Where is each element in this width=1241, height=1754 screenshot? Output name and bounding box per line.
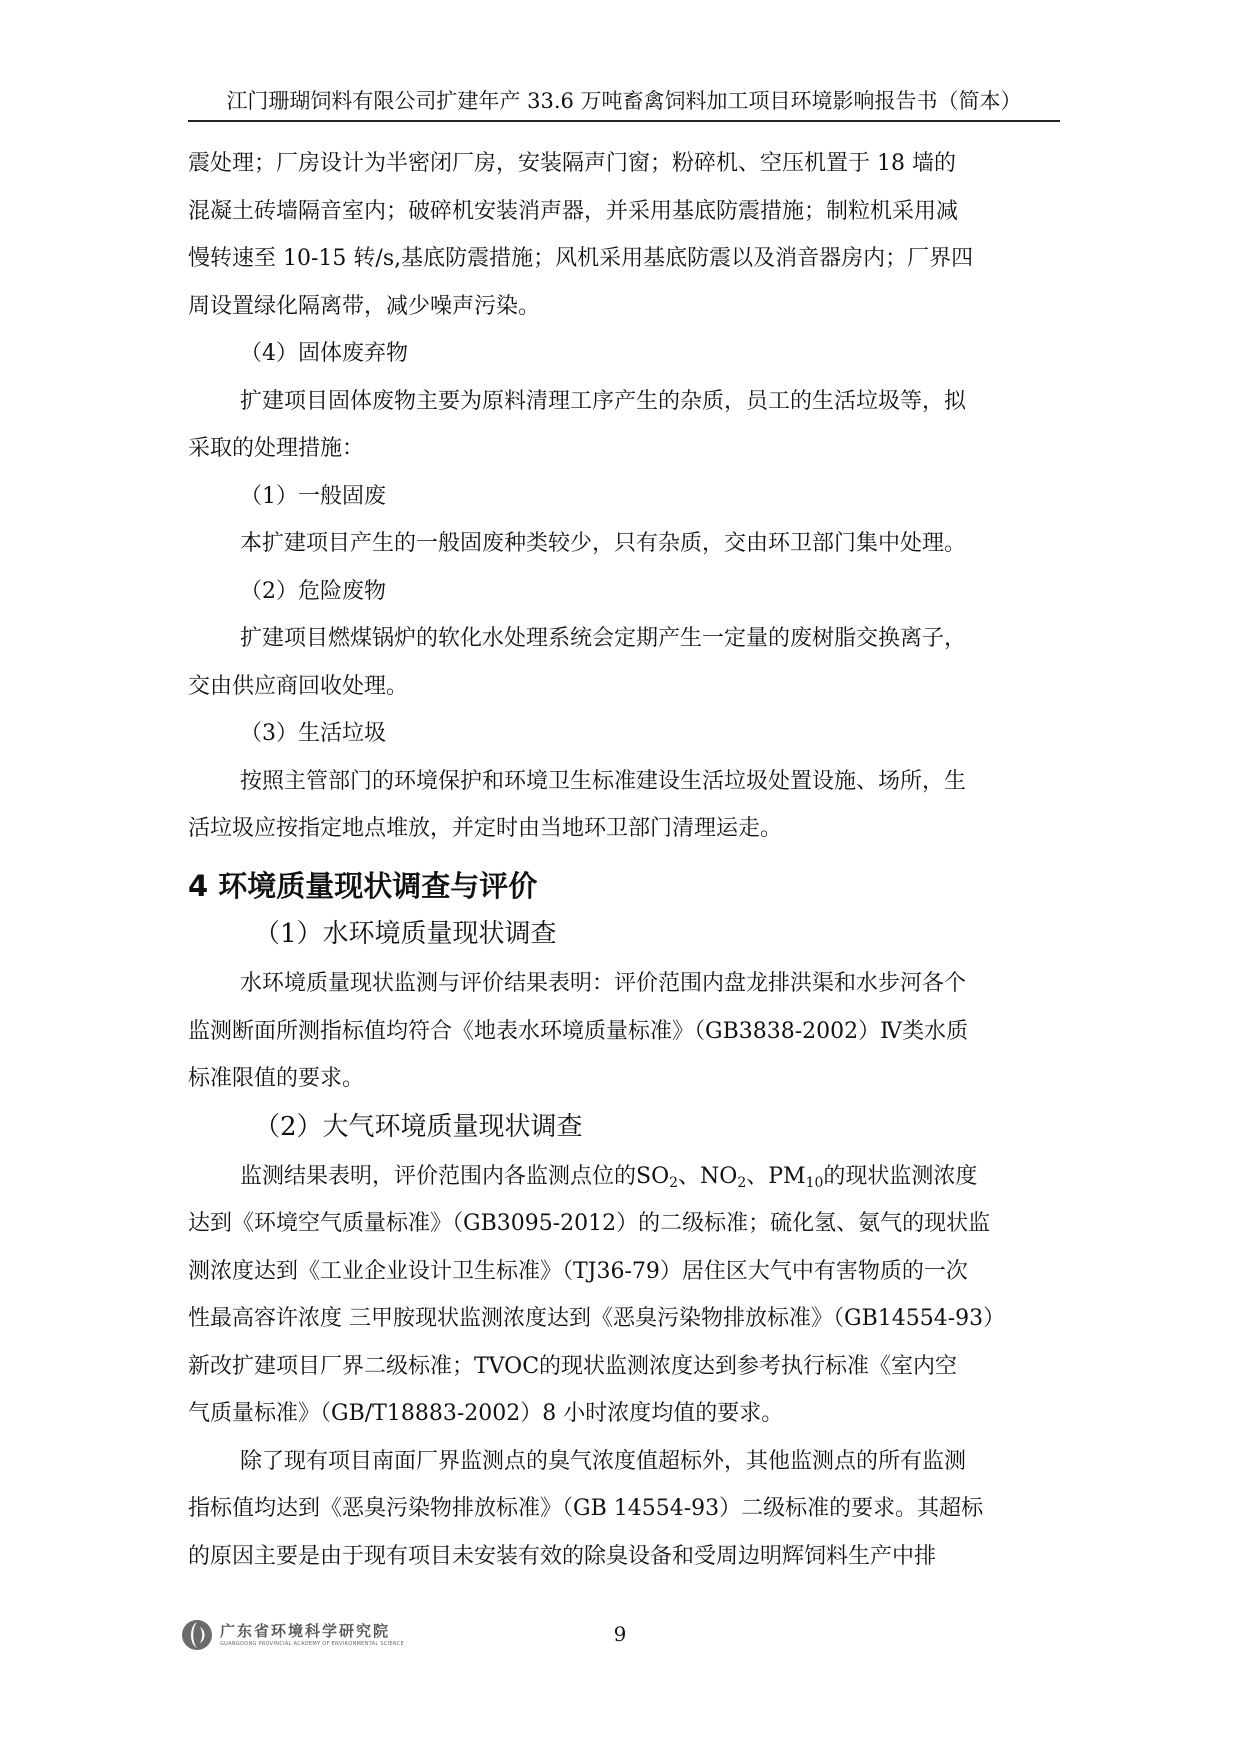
paragraph-line: 周设置绿化隔离带，减少噪声污染。 — [188, 293, 541, 319]
text-run: 监测结果表明，评价范围内各监测点位的SO — [240, 1163, 670, 1189]
paragraph-line: 指标值均达到《恶臭污染物排放标准》（GB 14554-93）二级标准的要求。其超标 — [188, 1496, 984, 1521]
header-title: 江门珊瑚饲料有限公司扩建年产 33.6 万吨畜禽饲料加工项目环境影响报告书（简本） — [226, 89, 1022, 113]
paragraph-line: 活垃圾应按指定地点堆放，并定时由当地环卫部门清理运走。 — [188, 816, 783, 841]
page-number: 9 — [613, 1622, 627, 1646]
body-text-upper — [188, 140, 1060, 853]
subscript: 10 — [805, 1174, 824, 1191]
logo-text-en: GUANGDONG PROVINCIAL ACADEMY OF ENVIRONMENTAL SCIENCE — [220, 1641, 405, 1647]
paragraph-line: 测浓度达到《工业企业设计卫生标准》（TJ36-79）居住区大气中有害物质的一次 — [188, 1258, 968, 1284]
paragraph-line: 本扩建项目产生的一般固废种类较少，只有杂质，交由环卫部门集中处理。 — [240, 531, 967, 556]
subsection-heading-air: （2）大气环境质量现状调查 — [254, 1111, 583, 1142]
paragraph-line: 水环境质量现状监测与评价结果表明：评价范围内盘龙排洪渠和水步河各个 — [240, 971, 967, 996]
item-heading-domestic-waste: （3）生活垃圾 — [240, 721, 386, 746]
item-heading-general-waste: （1）一般固废 — [240, 483, 386, 509]
body-text-lower — [188, 914, 1060, 1580]
page-header — [188, 84, 1060, 122]
subscript: 2 — [737, 1174, 747, 1191]
paragraph-line: 新改扩建项目厂界二级标准；TVOC的现状监测浓度达到参考执行标准《室内空 — [188, 1353, 958, 1379]
text-run: 的现状监测浓度 — [823, 1163, 978, 1189]
paragraph-line: 震处理；厂房设计为半密闭厂房，安装隔声门窗；粉碎机、空压机置于 18 墙的 — [188, 151, 956, 176]
paragraph-line: 标准限值的要求。 — [188, 1066, 365, 1091]
paragraph-line: 按照主管部门的环境保护和环境卫生标准建设生活垃圾处置设施、场所，生 — [240, 768, 967, 794]
item-heading-solid-waste: （4）固体废弃物 — [240, 341, 408, 366]
paragraph-line: 气质量标准》（GB/T18883-2002）8 小时浓度均值的要求。 — [188, 1401, 784, 1426]
paragraph-line: 的原因主要是由于现有项目未安装有效的除臭设备和受周边明辉饲料生产中排 — [188, 1543, 937, 1569]
paragraph-line: 交由供应商回收处理。 — [188, 673, 409, 699]
text-run: 、PM — [746, 1163, 806, 1189]
paragraph-line: 扩建项目燃煤锅炉的软化水处理系统会定期产生一定量的废树脂交换离子， — [240, 626, 967, 651]
text-run: 、NO — [678, 1163, 738, 1189]
paragraph-line: 性最高容许浓度 三甲胺现状监测浓度达到《恶臭污染物排放标准》（GB14554-93） — [188, 1306, 1006, 1331]
item-heading-hazardous-waste: （2）危险废物 — [240, 578, 386, 604]
paragraph-line: 除了现有项目南面厂界监测点的臭气浓度值超标外，其他监测点的所有监测 — [240, 1448, 967, 1474]
academy-logo — [180, 1617, 404, 1653]
paragraph-line — [188, 1153, 1060, 1201]
paragraph-line: 混凝土砖墙隔音室内；破碎机安装消声器，并采用基底防震措施；制粒机采用减 — [188, 198, 959, 224]
paragraph-line: 扩建项目固体废物主要为原料清理工序产生的杂质，员工的生活垃圾等，拟 — [240, 388, 967, 414]
paragraph-line: 慢转速至 10-15 转/s,基底防震措施；风机采用基底防震以及消音器房内；厂界四 — [188, 246, 974, 271]
paragraph-line: 达到《环境空气质量标准》（GB3095-2012）的二级标准；硫化氢、氨气的现状监 — [188, 1211, 991, 1236]
subscript: 2 — [669, 1174, 679, 1191]
academy-emblem-icon — [180, 1618, 214, 1652]
subsection-heading-water: （1）水环境质量现状调查 — [254, 919, 557, 949]
section-heading: 4 环境质量现状调查与评价 — [188, 869, 538, 903]
paragraph-line: 监测断面所测指标值均符合《地表水环境质量标准》（GB3838-2002）Ⅳ类水质 — [188, 1018, 969, 1044]
paragraph-line: 采取的处理措施： — [188, 436, 365, 461]
logo-text-cn: 广东省环境科学研究院 — [220, 1622, 391, 1640]
